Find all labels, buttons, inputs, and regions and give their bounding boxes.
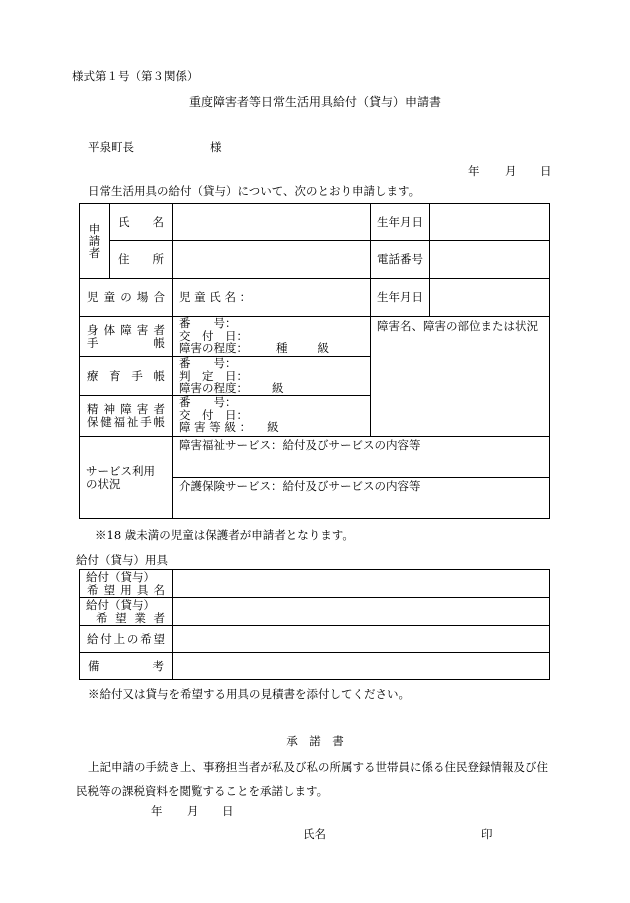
applicant-phone-field[interactable] bbox=[430, 241, 550, 279]
consent-day-label: 日 bbox=[222, 804, 234, 818]
applicant-name-label: 氏 名 bbox=[110, 204, 173, 241]
intro-text: 日常生活用具の給付（貸与）について、次のとおり申請します。 bbox=[88, 184, 421, 198]
seal-label: 印 bbox=[481, 827, 493, 841]
consent-year-label: 年 bbox=[151, 804, 163, 818]
rehab-handbook-fields[interactable]: 番 号： 判 定 日： 障害の程度： 級 bbox=[173, 357, 371, 396]
service-status-label: サービス利用 の状況 bbox=[80, 437, 173, 519]
equipment-table bbox=[79, 569, 550, 680]
addressee-honorific: 様 bbox=[210, 140, 222, 154]
provision-request-label: 給 付 上 の 希 望 bbox=[80, 626, 173, 653]
child-name-field[interactable]: 児 童 氏 名 ： bbox=[173, 279, 371, 317]
addressee bbox=[88, 139, 222, 155]
equipment-heading: 給付（貸与）用具 bbox=[76, 553, 168, 567]
signature-name-label: 氏名 bbox=[303, 827, 326, 841]
applicant-group-label: 申 請 者 bbox=[80, 204, 110, 279]
mental-handbook-label: 精 神 障 害 者 保 健 福 祉 手 帳 bbox=[80, 396, 173, 437]
applicant-birth-label: 生年月日 bbox=[371, 204, 430, 241]
child-birth-field[interactable] bbox=[430, 279, 550, 317]
application-table bbox=[79, 203, 550, 519]
date-day-label: 日 bbox=[540, 164, 552, 178]
physical-handbook-fields[interactable]: 番 号： 交 付 日： 障害の程度： 種 級 bbox=[173, 317, 371, 357]
remarks-field[interactable] bbox=[173, 653, 550, 680]
care-service-field[interactable]: 介護保険サービス：給付及びサービスの内容等 bbox=[173, 478, 550, 519]
child-case-label: 児 童 の 場 合 bbox=[80, 279, 173, 317]
applicant-address-field[interactable] bbox=[173, 241, 371, 279]
physical-handbook-label: 身 体 障 害 者 手 帳 bbox=[80, 317, 173, 357]
applicant-address-label: 住 所 bbox=[110, 241, 173, 279]
applicant-name-field[interactable] bbox=[173, 204, 371, 241]
consent-month-label: 月 bbox=[187, 804, 199, 818]
desired-equipment-field[interactable] bbox=[173, 570, 550, 598]
remarks-label: 備 考 bbox=[80, 653, 173, 680]
rehab-handbook-label: 療 育 手 帳 bbox=[80, 357, 173, 396]
form-number: 様式第１号（第３関係） bbox=[72, 69, 199, 83]
applicant-phone-label: 電話番号 bbox=[371, 241, 430, 279]
applicant-birth-field[interactable] bbox=[430, 204, 550, 241]
minor-applicant-note: ※18 歳未満の児童は保護者が申請者となります。 bbox=[95, 528, 354, 542]
document-title: 重度障害者等日常生活用具給付（貸与）申請書 bbox=[188, 95, 441, 109]
addressee-name: 平泉町長 bbox=[88, 140, 134, 154]
desired-vendor-label: 給付（貸与） 希 望 業 者 bbox=[80, 598, 173, 626]
welfare-service-field[interactable]: 障害福祉サービス：給付及びサービスの内容等 bbox=[173, 437, 550, 478]
consent-title: 承 諾 書 bbox=[286, 734, 344, 748]
mental-handbook-fields[interactable]: 番 号： 交 付 日： 障 害 等 級 ： 級 bbox=[173, 396, 371, 437]
provision-request-field[interactable] bbox=[173, 626, 550, 653]
desired-equipment-label: 給付（貸与） 希 望 用 具 名 bbox=[80, 570, 173, 598]
date-month-label: 月 bbox=[505, 164, 517, 178]
desired-vendor-field[interactable] bbox=[173, 598, 550, 626]
child-birth-label: 生年月日 bbox=[371, 279, 430, 317]
date-year-label: 年 bbox=[468, 164, 480, 178]
estimate-note: ※給付又は貸与を希望する用具の見積書を添付してください。 bbox=[88, 687, 410, 701]
disability-detail-field[interactable]: 障害名、障害の部位または状況 bbox=[371, 317, 550, 437]
consent-body: 上記申請の手続き上、事務担当者が私及び私の所属する世帯員に係る住民登録情報及び住民税等の課税資料を閲覧することを承諾します。 bbox=[76, 760, 548, 798]
